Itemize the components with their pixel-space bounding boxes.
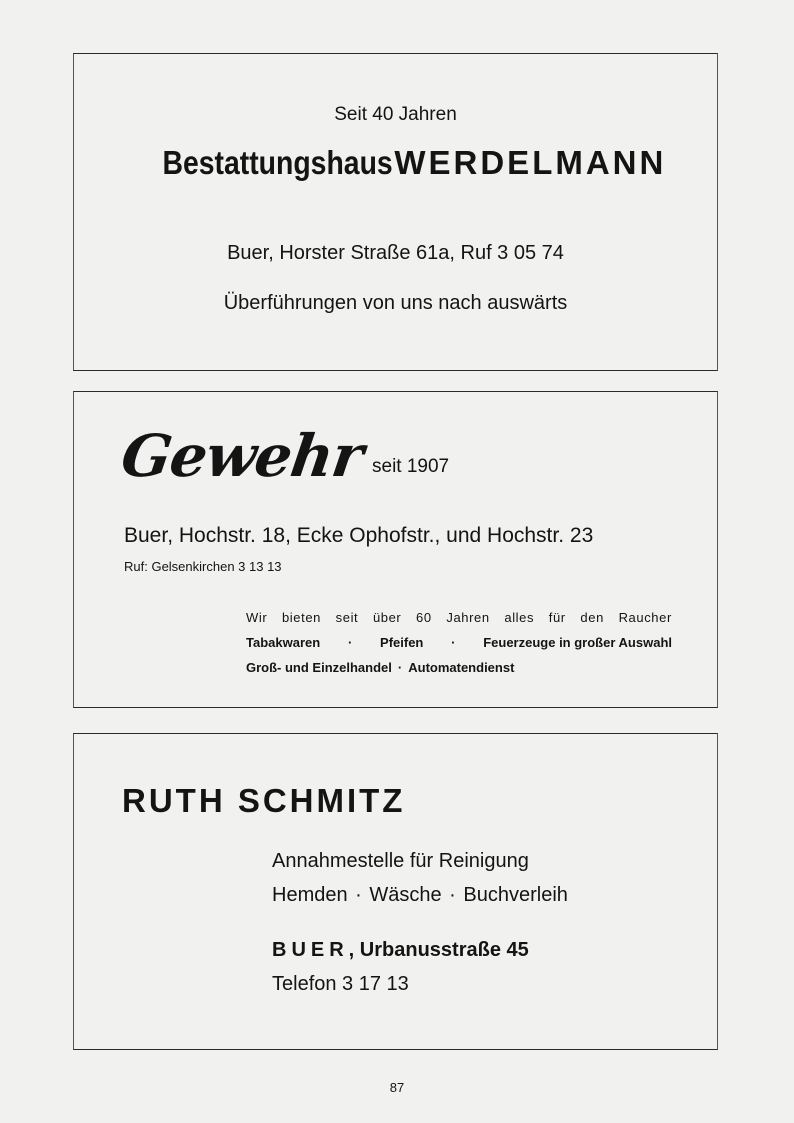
trade-item: Groß- und Einzelhandel xyxy=(246,660,392,675)
street-name: , Urbanusstraße 45 xyxy=(348,939,529,961)
company-name-part2: WERDELMANN xyxy=(394,144,667,181)
offer-word: Wir xyxy=(246,610,268,625)
company-name: RUTH SCHMITZ xyxy=(122,782,406,819)
ad-gewehr xyxy=(73,391,718,708)
separator-dot: · xyxy=(397,660,403,675)
offer-word: seit xyxy=(335,610,359,625)
transfers-line: Überführungen von uns nach auswärts xyxy=(223,292,568,314)
ad-ruth-schmitz xyxy=(73,733,718,1050)
phone-line: Telefon 3 17 13 xyxy=(272,973,409,995)
product-item: Tabakwaren xyxy=(246,635,321,650)
phone-line: Ruf: Gelsenkirchen 3 13 13 xyxy=(124,559,282,574)
service-line: Annahmestelle für Reinigung xyxy=(272,850,529,872)
offer-word: Raucher xyxy=(618,610,672,625)
offer-line xyxy=(246,610,672,625)
trade-line xyxy=(246,660,514,675)
offer-word: den xyxy=(580,610,604,625)
offer-word: bieten xyxy=(281,610,321,625)
page-number: 87 xyxy=(389,1080,405,1095)
products-line xyxy=(246,635,672,650)
company-name xyxy=(74,144,717,182)
address-line: Buer, Horster Straße 61a, Ruf 3 05 74 xyxy=(227,242,564,264)
city-name: BUER xyxy=(272,939,349,961)
brand-logo: Gewehr xyxy=(117,422,367,490)
offer-word: Jahren xyxy=(446,610,490,625)
offer-word: 60 xyxy=(416,610,432,625)
offer-word: alles xyxy=(504,610,535,625)
trade-item: Automatendienst xyxy=(408,660,515,675)
address-line: Buer, Hochstr. 18, Ecke Ophofstr., und Hochstr. 23 xyxy=(124,524,594,547)
separator-dot: · xyxy=(347,635,353,650)
offer-word: über xyxy=(372,610,402,625)
since-label: Seit 40 Jahren xyxy=(334,104,457,125)
product-item: Feuerzeuge in großer Auswahl xyxy=(483,635,672,650)
since-label: seit 1907 xyxy=(372,456,450,477)
items-line: Hemden · Wäsche · Buchverleih xyxy=(272,884,568,906)
ad-werdelmann xyxy=(73,53,718,371)
separator-dot: · xyxy=(451,635,456,650)
address-line xyxy=(272,939,529,962)
company-name-part1: Bestattungshaus xyxy=(162,144,393,181)
offer-word: für xyxy=(548,610,566,625)
product-item: Pfeifen xyxy=(380,635,424,650)
